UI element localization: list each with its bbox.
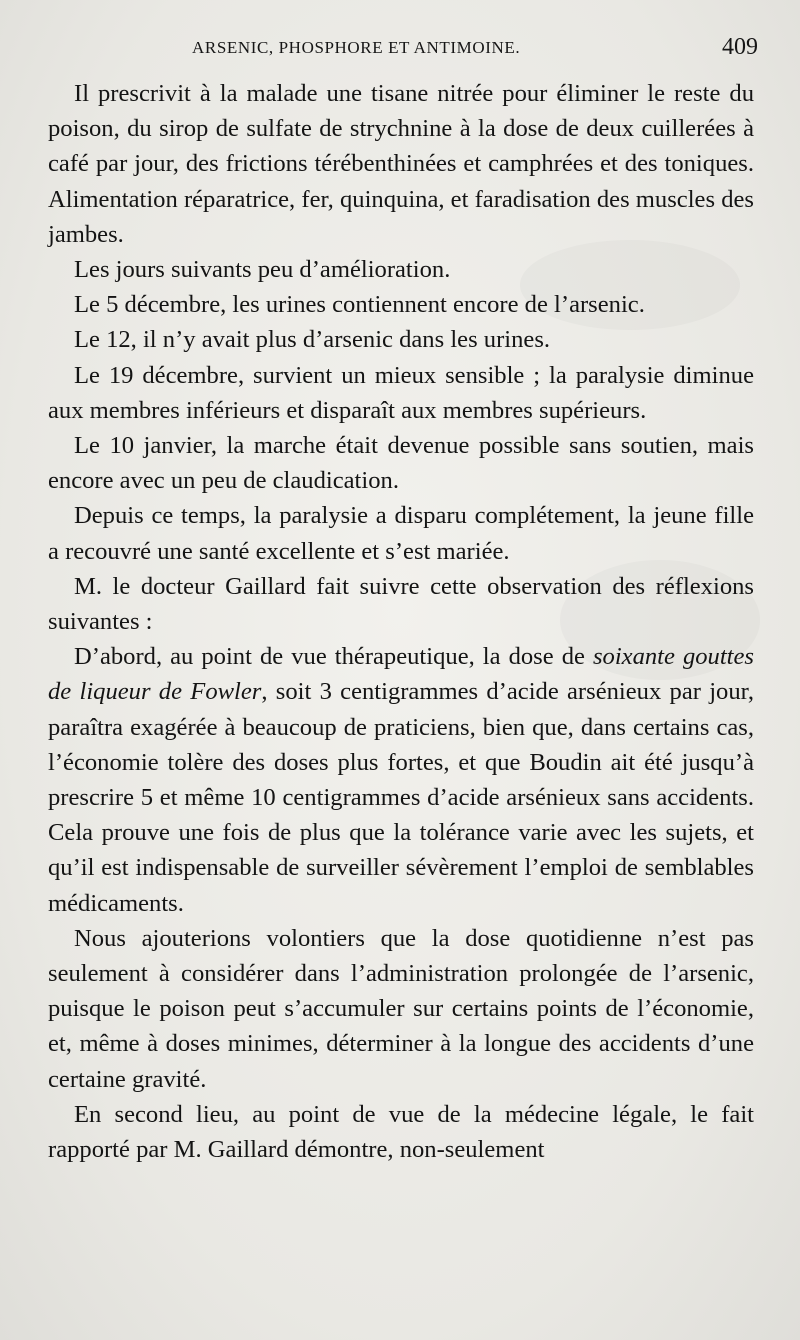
therapeutic-text-start: D’abord, au point de vue thérapeutique, la dose de <box>74 643 593 671</box>
page-header <box>48 32 758 68</box>
paragraph-day-12: Le 12, il n’y avait plus d’arsenic dans les urines. <box>74 326 551 354</box>
page-number: 409 <box>722 34 758 60</box>
paragraph-reflections-intro: M. le docteur Gaillard fait suivre cette observation des réflexions suivantes : <box>48 572 754 636</box>
paragraph-recovery: Depuis ce temps, la paralysie a disparu complétement, la jeune fille a recouvré une santé excellente et s’est mariée. <box>48 502 754 565</box>
paragraph-following-days: Les jours suivants peu d’amélioration. <box>74 256 451 284</box>
paragraph-january-10: Le 10 janvier, la marche était devenue possible sans soutien, mais encore avec un peu de claudication. <box>48 432 754 495</box>
therapeutic-text-end: , soit 3 centigrammes d’acide arsénieux par jour, paraîtra exagérée à beaucoup de praticiens, bien que, dans certains cas, l’économie tolère des doses plus fortes, et que Boudin ait été jusqu’à prescrire 5 et même 10 centigrammes d’acide arsénieux sans accidents. Cela prouve une fois de plus que la tolérance varie avec les sujets, et qu’il est indispensable de surveiller sévèrement l’emploi de semblables médicaments. <box>48 678 754 917</box>
paragraph-december-5: Le 5 décembre, les urines contiennent encore de l’arsenic. <box>74 291 645 319</box>
running-title: ARSENIC, PHOSPHORE ET ANTIMOINE. <box>192 38 521 57</box>
body-text <box>48 76 754 1167</box>
paragraph-daily-dose: Nous ajouterions volontiers que la dose quotidienne n’est pas seulement à considérer dans l’administration prolongée de l’arsenic, puisque le poison peut s’accumuler sur certains points de l’économie, et, même à doses minimes, déterminer à la longue des accidents d’une certaine gravité. <box>48 924 754 1093</box>
paragraph-therapeutic <box>48 639 754 921</box>
paragraph-december-19: Le 19 décembre, survient un mieux sensible ; la paralysie diminue aux membres inférieurs et disparaît aux membres supérieurs. <box>48 361 754 424</box>
therapeutic-italic-phrase: soixante gouttes de liqueur de Fowler <box>48 643 754 706</box>
paragraph-legal-medicine: En second lieu, au point de vue de la médecine légale, le fait rapporté par M. Gaillard démontre, non-seulement <box>48 1100 754 1164</box>
paragraph-prescription: Il prescrivit à la malade une tisane nitrée pour éliminer le reste du poison, du sirop de sulfate de strychnine à la dose de deux cuillerées à café par jour, des frictions térébenthinées et camphrées et des toniques. Alimentation réparatrice, fer, quinquina, et faradisation des muscles des jambes. <box>48 80 754 248</box>
